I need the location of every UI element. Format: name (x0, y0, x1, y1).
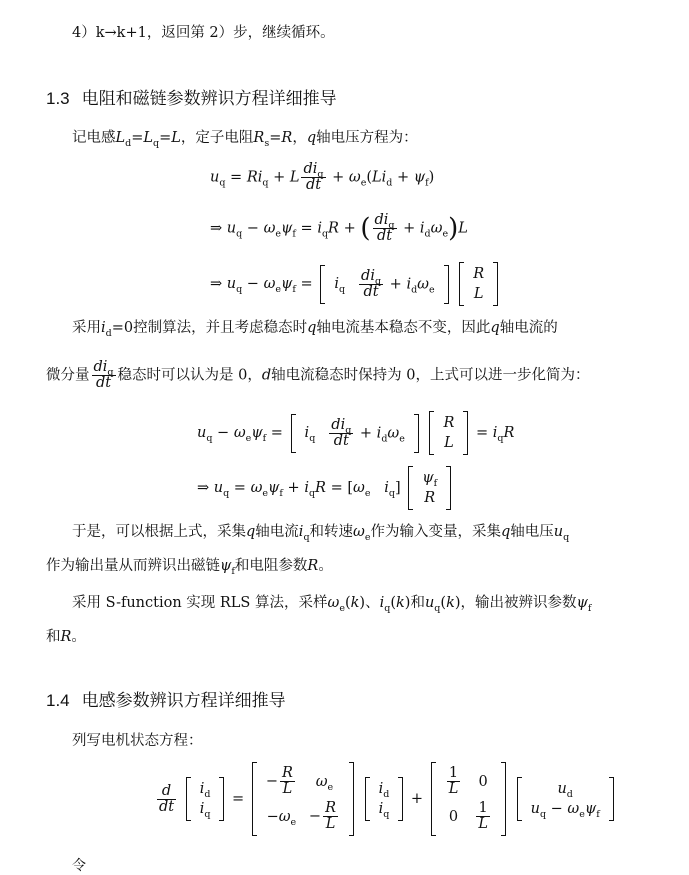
equation-q-axis-voltage: $u_q = Ri_q + L$ $\frac{di_q}{dt}$ + $\omega_e(Li_d + \psi_f)$ (210, 161, 435, 193)
step-4-text: 4）k→k+1，返回第 2）步，继续循环。 (72, 25, 335, 41)
paragraph-control-algorithm-line2: 微分量 $\frac{di_q}{dt}$ 稳态时可以认为是 0，d轴电流稳态时保持为 0，上式可以进一步化简为： (46, 359, 590, 391)
paragraph-control-algorithm: 采用$i_d=0$控制算法，并且考虑稳态时q轴电流基本稳态不变，因此q轴电流的 (72, 320, 558, 339)
paragraph-s-function-line2: 和R。 (46, 629, 86, 645)
paragraph-inductance-definition: 记电感$L_d=L_q=L$，定子电阻$R_s=R$，q轴电压方程为： (72, 130, 418, 149)
equation-matrix-form: ⇒ $u_q - \omega_e\psi_f$ = $i_q$ $\frac{di_q}{dt}$ + $i_d\omega_e$ R L (210, 262, 501, 306)
paragraph-input-output: 于是，可以根据上式，采集q轴电流$i_q$和转速$\omega_e$作为输入变量，采集q轴电压$u_q$ (72, 524, 570, 543)
paragraph-input-output-line2: 作为输出量从而辨识出磁链$\psi_f$和电阻参数R。 (46, 558, 333, 577)
equation-rearranged: ⇒ $u_q - \omega_e\psi_f = i_qR$ + ( $\frac{di_q}{dt}$ + $i_d\omega_e)L$ (210, 212, 468, 244)
section-heading-1-4: 1.4 电感参数辨识方程详细推导 (46, 691, 286, 710)
equation-final-form: ⇒ $u_q = \omega_e\psi_f + i_qR = [\omega_e$ $i_q$] $\psi_f$ R (197, 466, 454, 510)
paragraph-s-function: 采用 S-function 实现 RLS 算法，采样$\omega_e(k)$、$i_q(k)$和$u_q(k)$，输出被辨识参数$\psi_f$ (72, 595, 592, 614)
equation-simplified-matrix: $u_q - \omega_e\psi_f$ = $i_q$ $\frac{di_q}{dt}$ + $i_d\omega_e$ R L = $i_qR$ (197, 411, 514, 455)
paragraph-state-equation: 列写电机状态方程： (72, 733, 203, 749)
equation-state-space: $\frac{d}{dt}$ $i_d$ $i_q$ = − $\frac{R}{L}$ $\omega_e$ $-\omega_e$ − $\frac{R}{L}$ $i_d$ $i_q$ + $\frac{1}{L}$ 0 0 $\frac{1}{L}$ $u_d$ $u_q - \omega_e\psi_f$ (155, 762, 617, 836)
section-heading-1-3: 1.3 电阻和磁链参数辨识方程详细推导 (46, 89, 337, 108)
cut-off-text: 令 (72, 858, 86, 874)
